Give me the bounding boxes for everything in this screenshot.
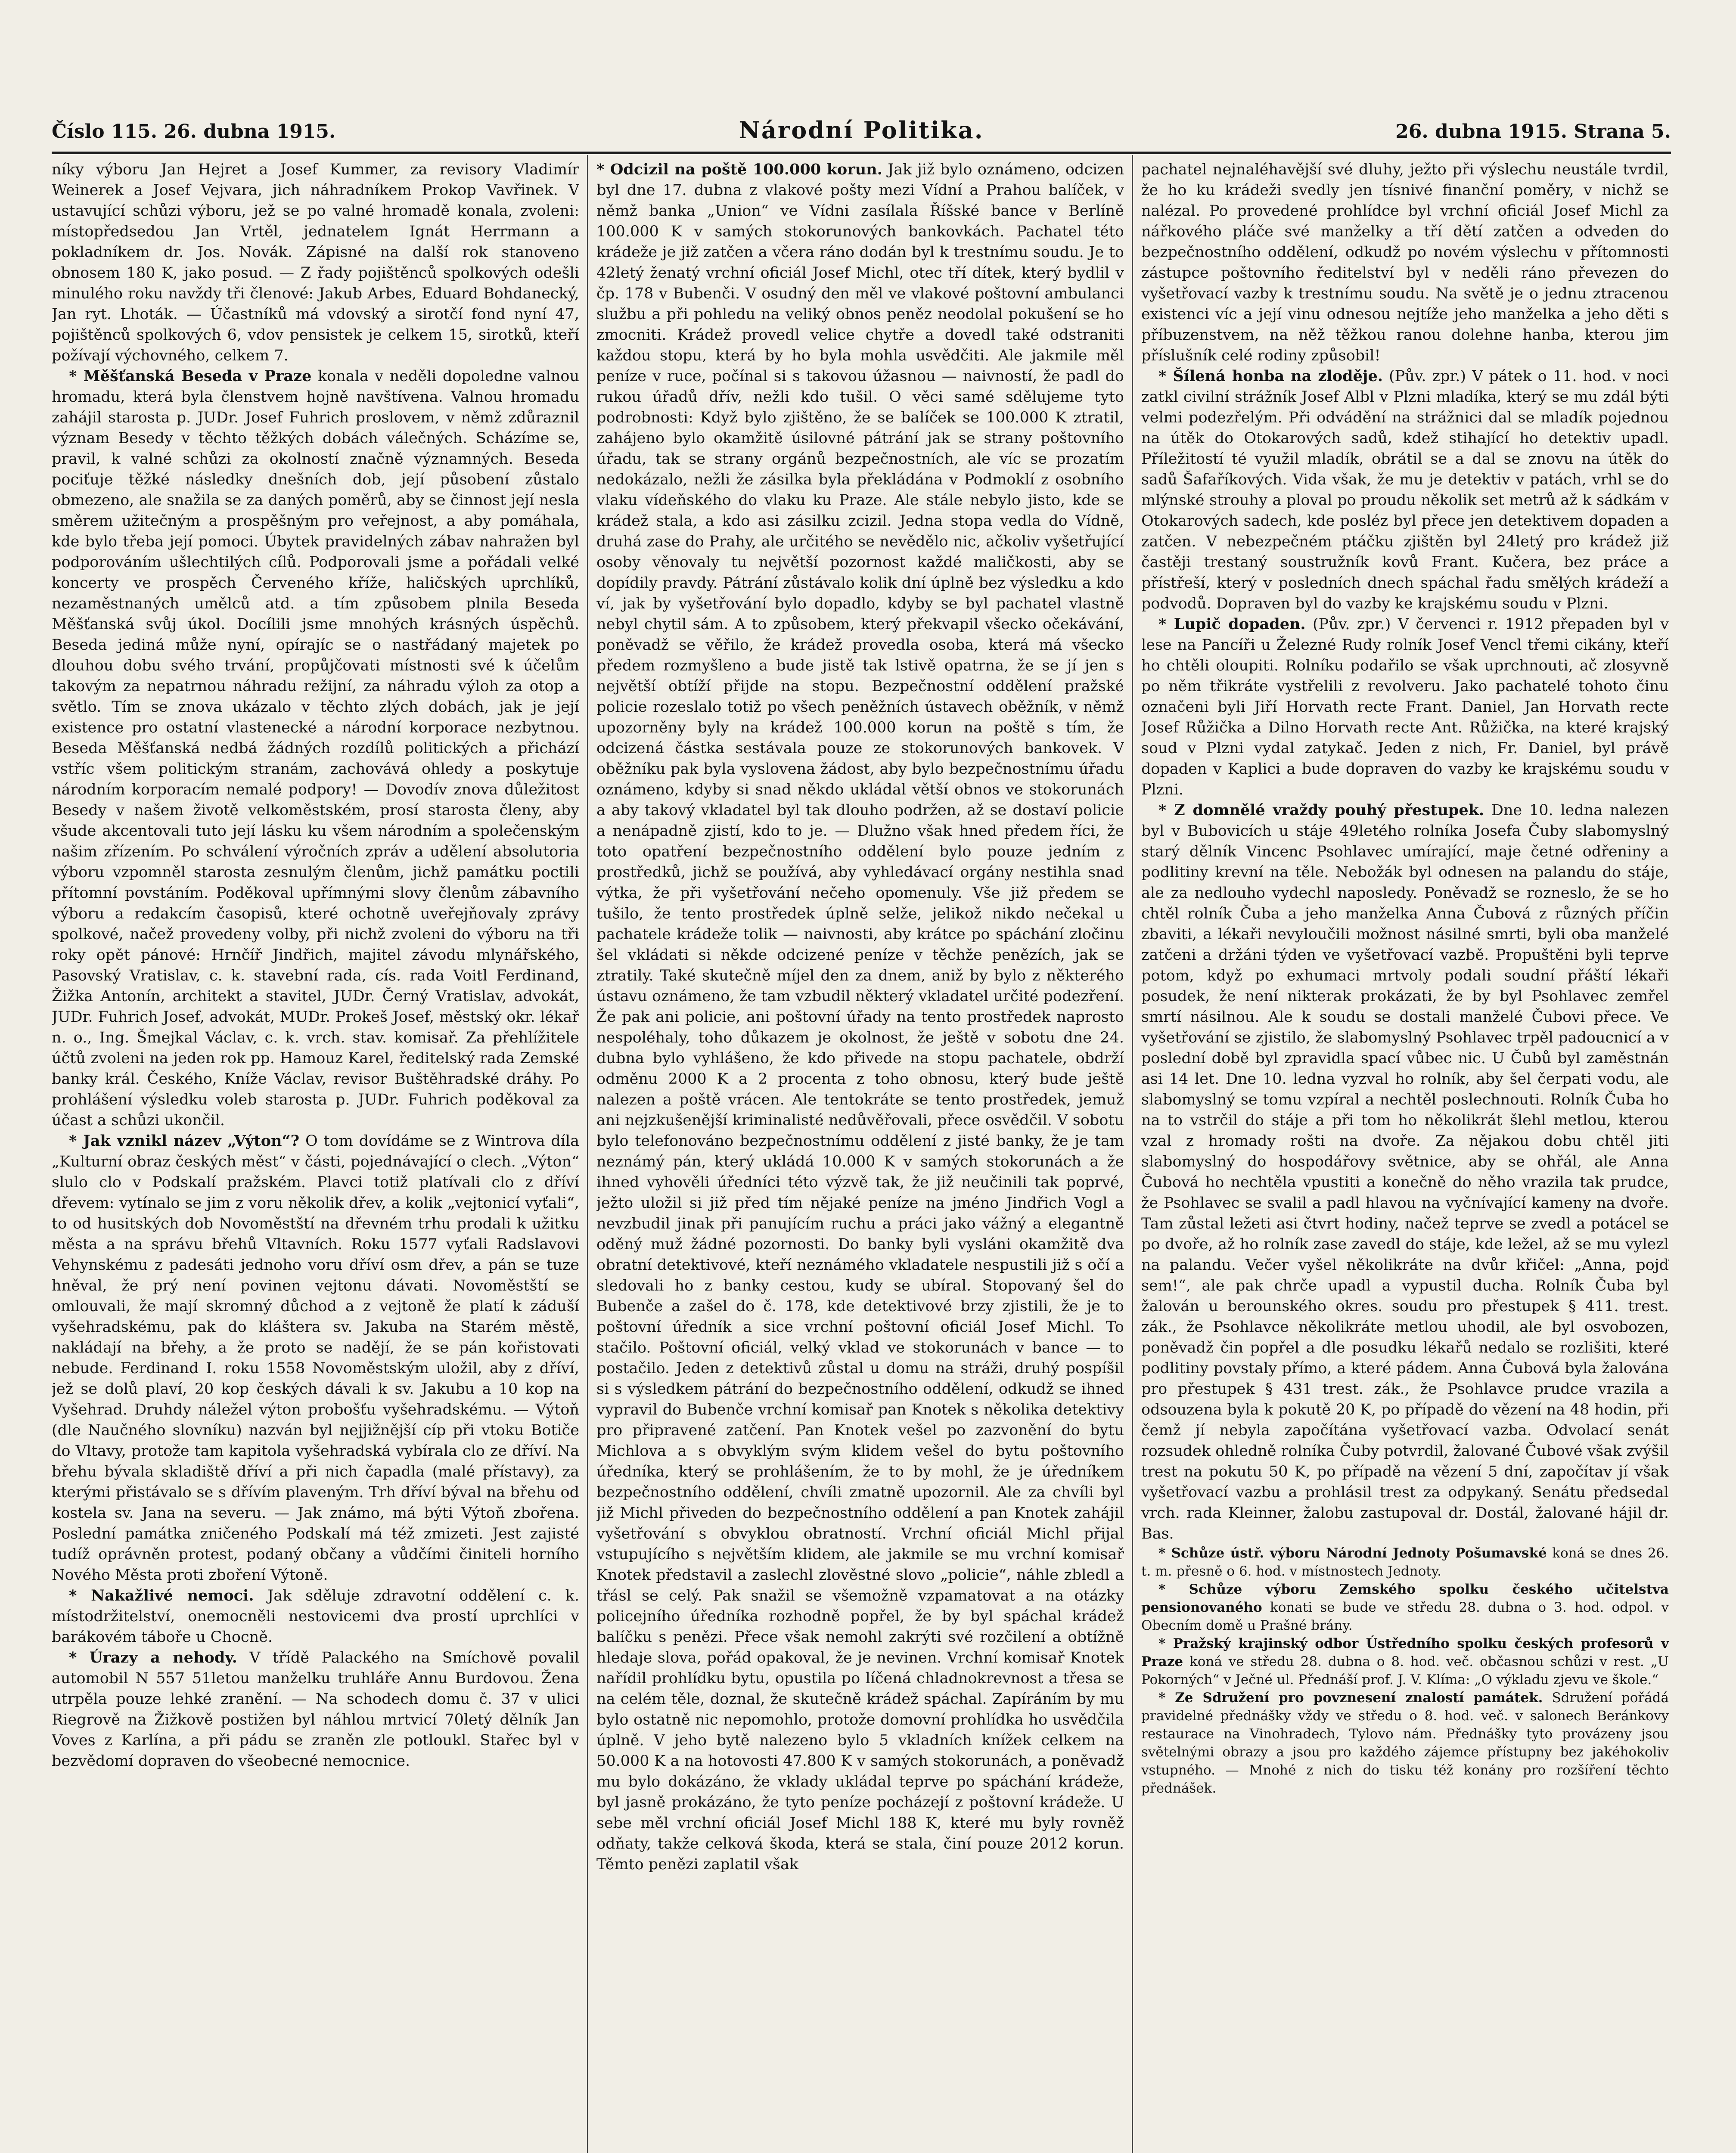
column-3	[1141, 159, 1669, 2153]
article-paragraph	[52, 1131, 579, 1585]
column-divider	[587, 155, 588, 2153]
article-paragraph	[1141, 1544, 1669, 1580]
article-text: V třídě Palackého na Smíchově povalil automobil N 557 51letou manželku truhláře Annu Burdovou. Žena utrpěla pouze lehké zranění. — Na schodech domu č. 37 v ulici Riegrově na Žižkově postižen byl náhlou mrtvicí 70letý dělník Jan Voves z Karlína, a při pádu se zraněn zle potloukl. Stařec byl v bezvědomí dopraven do všeobecné nemocnice.	[52, 1649, 579, 1770]
article-headline: * Lupič dopaden.	[1158, 615, 1306, 633]
masthead-title: Národní Politika.	[739, 116, 984, 144]
column-divider	[1132, 155, 1133, 2153]
article-headline: * Schůze ústř. výboru Národní Jednoty Pošumavské	[1158, 1545, 1547, 1561]
article-paragraph	[52, 159, 579, 366]
article-headline: * Jak vznikl název „Výton“?	[69, 1132, 300, 1150]
article-paragraph	[52, 366, 579, 1131]
article-paragraph	[1141, 1689, 1669, 1797]
header-rule	[52, 152, 1671, 154]
article-paragraph	[596, 159, 1124, 1875]
article-text: Sdružení pořádá pravidelné přednášky vždy ve středu o 8. hod. več. v salonech Beránkovy restaurace na Vinohradech, Tylovo nám. Přednášky tyto provázeny jsou světelnými obrazy a jsou pro každého zájemce přístupny bez jakéhokoliv vstupného. — Mnohé z nich do tisku též konány pro rozšíření těchto přednášek.	[1141, 1690, 1669, 1796]
column-1	[52, 159, 579, 2153]
article-headline: * Pražský krajinský odbor Ústředního spolku českých profesorů v Praze	[1141, 1636, 1669, 1669]
article-text: koná se dnes 26. t. m. přesně o 6. hod. v místnostech Jednoty.	[1141, 1545, 1669, 1579]
article-paragraph	[1141, 614, 1669, 800]
article-text: Jak již bylo oznámeno, odcizen byl dne 17. dubna z vlakové pošty mezi Vídní a Prahou balíček, v němž banka „Union“ ve Vídni zasílala Říšské bance v Berlíně 100.000 K v samých stokorunových bankovkách. Pachatel této krádeže je již zatčen a včera ráno dodán byl k trestnímu soudu. Je to 42letý ženatý vrchní oficiál Josef Michl, otec tří dítek, který bydlil v čp. 178 v Bubenči. V osudný den měl ve vlakové poštovní ambulanci službu a při pohledu na veliký obnos peněz neodolal pokušení se ho zmocniti. Krádež provedl velice chytře a dovedl také odstraniti každou stopu, která by ho byla mohla usvědčiti. Ale jakmile měl peníze v ruce, počínal si s takovou úžasnou — naivností, že padl do rukou úřadů dřív, nežli kdo tušil. O věci samé sdělujeme tyto podrobnosti: Když bylo zjištěno, že se balíček se 100.000 K ztratil, zahájeno bylo okamžitě úsilovné pátrání jak se strany poštovního úřadu, tak se strany orgánů bezpečnostních, ale víc se prozatím nedokázalo, nežli že zásilka byla překládána v Podmoklí z osobního vlaku vídeňského do vlaku ku Praze. Ale stále nebylo jisto, kde se krádež stala, a kdo asi zásilku zcizil. Jedna stopa vedla do Vídně, druhá zase do Prahy, ale určitého se nevědělo nic, ačkoliv vyšetřující osoby věnovaly tu největší pozornost každé maličkosti, aby se dopídily pravdy. Pátrání zůstávalo kolik dní úplně bez výsledku a kdo ví, jak by vyšetřování bylo dopadlo, kdyby se byl pachatel vlastně nebyl chytil sám. A to způsobem, který překvapil všecko očekávání, poněvadž se věřilo, že krádež provedla osoba, která má všecko předem rozmyšleno a bude jistě tak lstivě opatrna, že se jí jen s největší obtíží přijde na stopu. Bezpečnostní oddělení pražské policie rozeslalo totiž po všech peněžních ústavech oběžník, v němž upozorněny byly na krádež 100.000 korun na poště s tím, že odcizená částka sestávala pouze ze stokorunových bankovek. V oběžníku pak byla vyslovena žádost, aby bylo bezpečnostnímu úřadu oznámeno, kdyby si snad někdo ukládal větší obnos ve stokorunách a aby takový vkladatel byl tak dlouho podržen, až se dostaví policie a nenápadně zjistí, kdo to je. — Dlužno však hned předem říci, že toto opatření bezpečnostního oddělení bylo pouze jedním z prostředků, jichž se používá, aby vyhledávací orgány nestihla snad výtka, že při vyšetřování nečeho opomenuly. Vše již předem se tušilo, že tento prostředek úplně selže, jelikož nikdo nečekal u pachatele krádeže tolik — naivnosti, aby krátce po spáchání zločinu šel vkládati si někde odcizené peníze v těchže penězích, jak se ztratily. Také skutečně míjel den za dnem, aniž by bylo z některého ústavu oznámeno, že tam vzbudil některý vkladatel určité podezření. Že pak ani policie, ani poštovní úřady na tento prostředek naprosto nespoléhaly, toho důkazem je okolnost, že ještě v sobotu dne 24. dubna bylo vyhlášeno, že kdo přivede na stopu pachatele, obdrží odměnu 2000 K a 2 procenta z toho obnosu, který bude ještě nalezen a poště vrácen. Ale tentokráte se tento prostředek, jemuž ani nejzkušenější kriminalisté nedůvěřovali, přece osvědčil. V sobotu bylo telefonováno bezpečnostnímu oddělení z jisté banky, že je tam neznámý pán, který ukládá 10.000 K v samých stokorunách a že ihned vyhověli úředníci této výzvě tak, že již neučinili tak poprvé, ježto uložil si již před tím nějaké peníze na jméno Jindřich Vogl a nevzbudil jinak při panujícím ruchu a práci jako vážný a elegantně oděný muž žádné pozornosti. Do banky byli vysláni okamžitě dva obratní detektivové, kteří neznámého vkladatele nespustili již s očí a sledovali ho z banky cestou, kudy se ubíral. Stopovaný šel do Bubenče a zašel do č. 178, kde detektivové brzy zjistili, že je to poštovní úředník a sice vrchní poštovní oficiál Josef Michl. To stačilo. Poštovní oficiál, velký vklad ve stokorunách v bance — to postačilo. Jeden z detektivů zůstal u domu na stráži, druhý pospíšil si s výsledkem pátrání do bezpečnostního oddělení, odkudž se ihned vypravil do Bubenče vrchní komisař pan Knotek s několika detektivy pro připravené zatčení. Pan Knotek vešel po zazvonění do bytu Michlova a s obvyklým svým klidem vešel do bytu poštovního úředníka, který se prohlášením, že to by mohl, že je úředníkem bezpečnostního oddělení, chvíli zmatně upozornil. Ale za chvíli byl již Michl přiveden do bezpečnostního oddělení a pan Knotek zahájil vyšetřování s obvyklou obratností. Vrchní oficiál Michl přijal vstupujícího s největším klidem, ale jakmile se mu vrchní komisař Knotek představil a zaslechl zlověstné slovo „policie“, náhle zbledl a třásl se celý. Pak snažil se všemožně vzpamatovat a na otázky policejního úředníka rozhodně popřel, že by byl spáchal krádež balíčku s penězi. Přece však nemohl zakrýti své rozčilení a obtížně hledaje slova, pořád opakoval, že je nevinen. Vrchní komisař Knotek nařídil prohlídku bytu, opustila po líčená chladnokrevnost a třesa se na celém těle, doznal, že skutečně krádež spáchal. Zapíráním by mu bylo ostatně nic nepomohlo, protože domovní prohlídka ho usvědčila úplně. V jeho bytě nalezeno bylo 5 vkladních knížek celkem na 50.000 K a na hotovosti 47.800 K v samých stokorunách, a poněvadž mu bylo dokázáno, že vklady ukládal teprve po spáchání krádeže, byl jasně prokázáno, že tyto peníze pocházejí z poštovní krádeže. U sebe měl vrchní oficiál Josef Michl 188 K, které mu byly rovněž odňaty, takže celková škoda, která se stala, činí pouze 2012 korun. Těmto penězi zaplatil však	[596, 161, 1124, 1873]
article-text: O tom dovídáme se z Wintrova díla „Kulturní obraz českých měst“ v části, pojednávající o clech. „Výton“ slulo clo v Podskalí pražském. Plavci totiž platívali clo z dříví dřevem: vytínalo se jim z voru několik dřev, a kolik „vejtonicí vyťali“, to od husitských dob Novoměstští na dřevném trhu prodali k užitku města a na správu břehů Vltavních. Roku 1577 vyťali Radslavovi Vehynskému z padesáti jednoho voru dříví osm dřev, a pán se tuze hněval, že prý není povinen vejtonu dávati. Novoměstští se omlouvali, že mají skromný důchod a z vejtoně že platí k záduší vyšehradskému, pak do kláštera sv. Jakuba na Starém městě, nakládají na břehy, a že proto se nadějí, že se pán kořistovati nebude. Ferdinand I. roku 1558 Novoměstským uložil, aby z dříví, jež se dolů plaví, 20 kop českých dávali k sv. Jakubu a 10 kop na Vyšehrad. Druhdy náležel výton probošťu vyšehradskému. — Výtoň (dle Naučného slovníku) nazván byl nejjižnější cíp při vtoku Botiče do Vltavy, protože tam kapitola vyšehradská vybírala clo ze dříví. Na břehu bývala skladiště dříví a při nich čapadla (malé přístavy), za kterými přistávalo se s dřívím plaveným. Trh dříví býval na břehu od kostela sv. Jana na severu. — Jak známo, má býti Výtoň zbořena. Poslední památka zničeného Podskalí má též zmizeti. Jest zajisté tudíž oprávněn protest, podaný občany a vůdčími činiteli horního Nového Města proti zboření Výtoně.	[52, 1132, 579, 1584]
article-headline: * Odcizil na poště 100.000 korun.	[596, 161, 882, 178]
article-headline: * Úrazy a nehody.	[69, 1649, 237, 1666]
article-paragraph	[1141, 366, 1669, 614]
article-paragraph	[1141, 800, 1669, 1544]
article-paragraph	[52, 1585, 579, 1647]
article-text: koná ve středu 28. dubna o 8. hod. več. občasnou schůzi v rest. „U Pokorných“ v Ječné ul. Přednáší prof. J. V. Klíma: „O výkladu zjevu ve škole.“	[1141, 1654, 1669, 1688]
article-paragraph	[1141, 1580, 1669, 1635]
article-text: pachatel nejnaléhavější své dluhy, ježto při výslechu neustále tvrdil, že ho ku krádeži svedly jen tísnivé finanční poměry, v nichž se nalézal. Po provedené prohlídce byl vrchní oficiál Josef Michl za nářkového pláče své manželky a tří dětí zatčen a odveden do bezpečnostního oddělení, odkudž po novém výslechu v přítomnosti zástupce poštovního ředitelství byl v neděli ráno převezen do vyšetřovací vazby k trestnímu soudu. Na světě je o jednu ztracenou existenci víc a její vinu odnesou nejtíže jeho manželka a jeho děti s příbuzenstvem, na něž těžkou ranou dolehne hanba, kterou jim příslušník celé rodiny způsobil!	[1141, 161, 1669, 364]
article-text: konati se bude ve středu 28. dubna o 3. hod. odpol. v Obecním domě u Prašné brány.	[1141, 1600, 1669, 1633]
article-text: (Pův. zpr.) V pátek o 11. hod. v noci zatkl civilní strážník Josef Albl v Plzni mladíka, který se mu zdál býti velmi podezřelým. Při odvádění na strážnici dal se mladík pojednou na útěk do Otokarových sadů, kdež stihající ho detektiv upadl. Příležitostí té využil mladík, obrátil se a dal se znovu na útěk do sadů Šafaříkových. Vida však, že mu je detektiv v patách, vrhl se do mlýnské strouhy a ploval po proudu několik set metrů až k sádkám v Otokarových sadech, kde posléz byl přece jen detektivem dopaden a zatčen. V nebezpečném ptáčku zjištěn byl 24letý pro krádež již častěji trestaný soustružník kovů Frant. Kučera, bez práce a přístřeší, který v posledních dnech spáchal řadu smělých krádeží a podvodů. Dopraven byl do vazby ke krajskému soudu v Plzni.	[1141, 368, 1669, 612]
page-header	[52, 116, 1671, 151]
article-paragraph	[1141, 1635, 1669, 1689]
article-paragraph	[52, 1647, 579, 1771]
column-2	[596, 159, 1124, 2153]
article-paragraph	[1141, 159, 1669, 366]
article-headline: * Měšťanská Beseda v Praze	[69, 367, 312, 385]
header-issue-date: Číslo 115. 26. dubna 1915.	[52, 121, 336, 143]
article-text: Dne 10. ledna nalezen byl v Bubovicích u stáje 49letého rolníka Josefa Čuby slabomyslný starý dělník Vincenc Psohlavec umírající, maje četné odřeniny a podlitiny krevní na těle. Nebožák byl odnesen na palandu do stáje, ale za nedlouho vydechl naposledy. Poněvadž se rozneslo, že se ho chtěl rolník Čuba a jeho manželka Anna Čubová z různých příčin zbaviti, a lékaři nevyloučili možnost násilné smrti, byli oba manželé zatčeni a držáni týden ve vyšetřovací vazbě. Propuštěni byli teprve potom, když po exhumaci mrtvoly podali soudní přáští lékaři posudek, že není nikterak prokázati, že by byl Psohlavec zemřel smrtí násilnou. Ale k soudu se dostali manželé Čubovi přece. Ve vyšetřování se zjistilo, že slabomyslný Psohlavec trpěl padoucnicí a v poslední době byl zpravidla spací vůbec nic. U Čubů byl zaměstnán asi 14 let. Dne 10. ledna vyzval ho rolník, aby šel čerpati vodu, ale slabomyslný se tomu vzpíral a nechtěl poslechnouti. Rolník Čuba ho na to vstrčil do stáje a při tom ho několikrát šlehl metlou, kterou vzal z hromady rošti na dvoře. Za nějakou dobu chtěl jiti slabomyslný do hospodářovy světnice, aby se ohřál, ale Anna Čubová ho nechtěla vpustiti a konečně do něho vrazila tak prudce, že Psohlavec se svalil a padl hlavou na vyčnívající kameny na dvoře. Tam zůstal ležeti asi čtvrt hodiny, načež teprve se zvedl a potácel se po dvoře, až ho rolník zase zavedl do stáje, kde ležel, až se mu vylezl na palandu. Večer vyšel několikráte na dvůr křičel: „Anna, pojď sem!“, ale pak chrče upadl a vypustil ducha. Rolník Čuba byl žalován u berounského okres. soudu pro přestupek § 411. trest. zák., že Psohlavce několikráte metlou uhodil, ale byl osvobozen, poněvadž čin popřel a dle posudku lékařů nedalo se rozlišiti, které podlitiny povstaly přímo, a které pádem. Anna Čubová byla žalována pro přestupek § 431 trest. zák., že Psohlavce prudce vrazila a odsouzena byla k pokutě 20 K, po případě do vězení na 48 hodin, při čemž jí nebyla započítána vyšetřovací vazba. Odvolací senát rozsudek ohledně rolníka Čuby potvrdil, žalované Čubové však zvýšil trest na pokutu 50 K, po případě na vězení 5 dní, započítav jí však vyšetřovací vazbu a prohlásil trest za odpykaný. Senátu předsedal vrch. rada Kleinner, žalobu zastupoval dr. Dostál, žalované hájil dr. Bas.	[1141, 802, 1669, 1542]
article-text: Jak sděluje zdravotní oddělení c. k. místodržitelství, onemocněli nestovicemi dva prostí uprchlíci v barákovém táboře u Chocně.	[52, 1587, 579, 1646]
article-headline: * Schůze výboru Zemského spolku českého učitelstva pensionovaného	[1141, 1582, 1669, 1615]
article-headline: * Z domnělé vraždy pouhý přestupek.	[1158, 801, 1484, 819]
article-headline: * Nakažlivé nemoci.	[69, 1587, 254, 1604]
article-headline: * Ze Sdružení pro povznesení znalostí památek.	[1158, 1690, 1543, 1706]
article-text: konala v neděli dopoledne valnou hromadu, která byla členstvem hojně navštívena. Valnou hromadu zahájil starosta p. JUDr. Josef Fuhrich proslovem, v němž zdůraznil význam Besedy v těchto těžkých dobách válečných. Scházíme se, pravil, k valné schůzi za okolností značně významných. Beseda pociťuje těžké následky dnešních dob, její působení zůstalo obmezeno, ale snažila se za daných poměrů, aby se činnost její nesla směrem užitečným a prospěšným pro veřejnost, a aby pomáhala, kde bylo třeba její pomoci. Úbytek pravidelných zábav nahražen byl podporováním ušlechtilých cílů. Podporovali jsme a pořádali velké koncerty ve prospěch Červeného kříže, haličských uprchlíků, nezaměstnaných umělců atd. a tím způsobem plnila Beseda Měšťanská svůj úkol. Docílili jsme mnohých krásných úspěchů. Beseda jediná může nyní, opírajíc se o nastřádaný majetek po dlouhou dobu svého trvání, propůjčovati místnosti své k účelům takovým za nepatrnou náhradu režijní, za náhradu výloh za otop a světlo. Tím se znova ukázalo v těchto zlých dobách, jak je její existence pro ostatní vlastenecké a národní korporace nezbytnou. Beseda Měšťanská nedbá žádných rozdílů politických a přichází vstříc všem politickým stranám, zachovává ohledy a poskytuje národním korporacím nemalé podpory! — Dovodív znova důležitost Besedy v našem životě velkoměstském, prosí starosta členy, aby všude akcentovali tuto její lásku ku všem národním a společenským našim zřízením. Po schválení výročních zpráv a udělení absolutoria výboru vzpomněl starosta zesnulým členům, jichž památku poctili přítomní povstáním. Poděkoval upřímnými slovy členům zábavního výboru a redakcím časopisů, které ochotně uveřejňovaly zprávy spolkové, načež provedeny volby, při nichž zvoleni do výboru na tři roky opět pánové: Hrnčíř Jindřich, majitel závodu mlynářského, Pasovský Vratislav, c. k. stavební rada, cís. rada Voitl Ferdinand, Žižka Antonín, architekt a stavitel, JUDr. Černý Vratislav, advokát, JUDr. Fuhrich Josef, advokát, MUDr. Prokeš Josef, městský okr. lékař n. o., Ing. Šmejkal Václav, c. k. vrch. stav. komisař. Za přehlížitele účtů zvoleni na jeden rok pp. Hamouz Karel, ředitelský rada Zemské banky král. Českého, Kníže Václav, revisor Buštěhradské dráhy. Po prohlášení výsledku voleb starosta p. JUDr. Fuhrich poděkoval za účast a schůzi ukončil.	[52, 368, 579, 1129]
article-headline: * Šílená honba na zloděje.	[1158, 367, 1383, 385]
header-page-number: 26. dubna 1915. Strana 5.	[1395, 121, 1671, 143]
article-text: níky výboru Jan Hejret a Josef Kummer, za revisory Vladimír Weinerek a Josef Vejvara, jich náhradníkem Prokop Vavřinek. V ustavující schůzi výboru, jež se po valné hromadě konala, zvoleni: místopředsedou Jan Vrtěl, jednatelem Ignát Herrmann a pokladníkem dr. Jos. Novák. Zápisné na další rok stanoveno obnosem 180 K, jako posud. — Z řady pojištěnců spolkových odešli minulého roku navždy tři členové: Jakub Arbes, Eduard Bohdanecký, Jan ryt. Lhoták. — Účastníků má vdovský a sirotčí fond nyní 47, pojištěnců spolkových 6, vdov pensistek je celkem 15, sirotků, kteří požívají výchovného, celkem 7.	[52, 161, 579, 364]
article-text: (Pův. zpr.) V červenci r. 1912 přepaden byl v lese na Pancíři u Železné Rudy rolník Josef Vencl třemi cikány, kteří ho chtěli oloupiti. Rolníku podařilo se však uprchnouti, ač zlosyvně po něm třikráte vystřelili z revolveru. Jako pachatelé tohoto činu označeni byli Jiří Horvath recte Frant. Daniel, Jan Horvath recte Josef Růžička a Dilno Horvath recte Ant. Růžička, na které krajský soud v Plzni vydal zatykač. Jeden z nich, Fr. Daniel, byl právě dopaden v Kaplici a bude dopraven do vazby ke krajskému soudu v Plzni.	[1141, 616, 1669, 798]
